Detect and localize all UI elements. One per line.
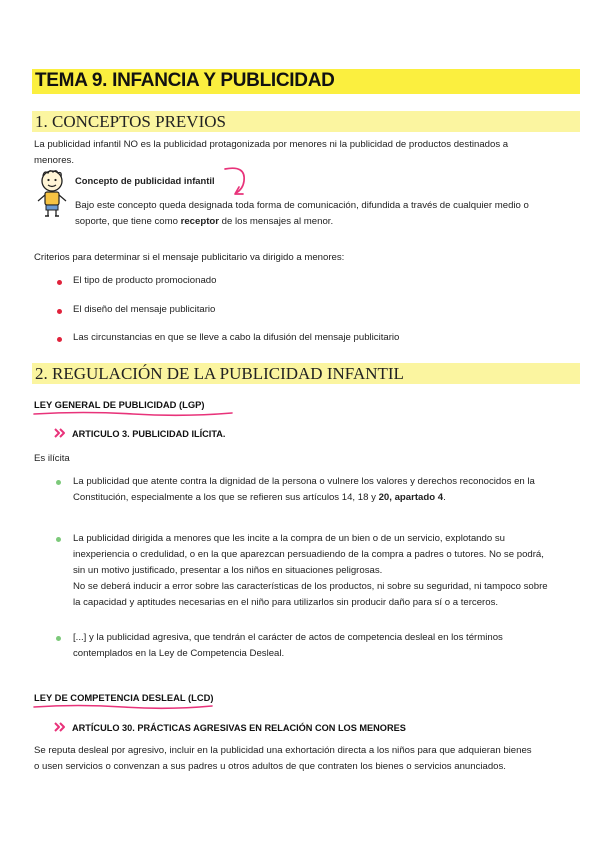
bullet-dot-icon: [57, 337, 62, 342]
page-title: TEMA 9. INFANCIA Y PUBLICIDAD: [35, 70, 335, 91]
intro-line-2: menores.: [34, 155, 74, 166]
intro-paragraph: [34, 137, 564, 169]
lgp-heading: LEY GENERAL DE PUBLICIDAD (LGP): [34, 399, 205, 410]
lcd-underline-squiggle: [33, 703, 213, 711]
section-1-highlight: [32, 111, 580, 132]
bullet-dot-icon: [57, 309, 62, 314]
lcd-article-title: ARTÍCULO 30. PRÁCTICAS AGRESIVAS EN RELACIÓN CON LOS MENORES: [72, 723, 406, 733]
bullet-dot-icon: [56, 480, 61, 485]
chevron-right-icon: [54, 722, 66, 732]
es-ilicita-label: Es ilícita: [34, 453, 70, 464]
lgp-underline-squiggle: [33, 410, 233, 418]
bullet-dot-icon: [56, 537, 61, 542]
concept-line-1: Bajo este concepto queda designada toda forma de comunicación, difundida a través de cualquier medio o: [75, 200, 529, 211]
intro-line-1: La publicidad infantil NO es la publicidad protagonizada por menores ni la publicidad de productos destinados a: [34, 139, 509, 150]
chevron-right-icon: [54, 428, 66, 438]
curved-arrow-icon: [222, 165, 252, 199]
concept-title: Concepto de publicidad infantil: [75, 175, 215, 186]
bullet-dot-icon: [56, 636, 61, 641]
receptor-bold: receptor: [180, 216, 219, 227]
section-2-heading: 2. REGULACIÓN DE LA PUBLICIDAD INFANTIL: [35, 364, 404, 383]
lgp-item-2: La publicidad dirigida a menores que les incite a la compra de un bien o de un servicio, explotando su inexperiencia o credulidad, o en la que aparezcan persuadiendo de la compra a padres o tutores. No se podrá, sin un motivo justificado, presentar a los niños en situaciones peligrosas. No se deberá inducir a error sobre las características de los productos, ni sobre su seguridad, ni tampoco sobre la capacidad y aptitudes necesarias en el niño para utilizarlos sin producir daño para sí o a terceros.: [73, 533, 548, 608]
lgp-item-3: [...] y la publicidad agresiva, que tendrán el carácter de actos de competencia desleal en los términos contemplados en la Ley de Competencia Desleal.: [73, 632, 503, 659]
criteria-intro: Criterios para determinar si el mensaje publicitario va dirigido a menores:: [34, 252, 345, 263]
child-doodle-icon: [34, 168, 70, 218]
concept-line-2: soporte, que tiene como receptor de los mensajes al menor.: [75, 216, 334, 227]
lcd-paragraph: Se reputa desleal por agresivo, incluir en la publicidad una exhortación directa a los niños para que adquieran bienes o usen servicios o convenzan a sus padres u otros adultos de que contraten los bienes o servicios anunciados.: [34, 745, 532, 772]
lcd-heading: LEY DE COMPETENCIA DESLEAL (LCD): [34, 692, 214, 703]
lgp-item-1: La publicidad que atente contra la dignidad de la persona o vulnere los valores y derechos reconocidos en la Constitución, especialmente a los que se refieren sus artículos 14, 18 y 20, apartado 4.: [73, 476, 535, 503]
concept-paragraph: [75, 198, 564, 230]
lgp-article-title: ARTICULO 3. PUBLICIDAD ILÍCITA.: [72, 429, 226, 439]
bullet-dot-icon: [57, 280, 62, 285]
section-1-heading: 1. CONCEPTOS PREVIOS: [35, 112, 226, 131]
section-2-highlight: [32, 363, 580, 384]
document-page: TEMA 9. INFANCIA Y PUBLICIDAD 1. CONCEPTOS PREVIOS La publicidad infantil NO es la publicidad protagonizada por menores ni la publicidad de productos destinados a menores. Concepto de publicidad infantil Bajo este concepto queda designada toda forma de comunicación, difundida a través de cualquier medio o soporte, que tiene como receptor de los mensajes al menor. Criterios para determinar si el mensaje publicitario va dirigido a menores: El tipo de producto promocionado El diseño del mensaje publicitario Las circunstancias en que se lleve a cabo la difusión del mensaje publicitario 2. REGULACIÓN DE LA PUBLICIDAD INFANTIL LEY GENERAL DE PUBLICIDAD (LGP) ARTICULO 3. PUBLICIDAD ILÍCITA. Es ilícita La publicidad que atente contra la dignidad de la persona o vulnere los valores y derechos reconocidos en la Constitución, especialmente a los que se refieren sus artículos 14, 18 y 20, apartado 4. La publicidad dirigida a menores que les incite a la compra de un bien o de un servicio, explotando su inexperiencia o credulidad, o en la que aparezcan persuadiendo de la compra a padres o tutores. No se podrá, sin un motivo justificado, presentar a los niños en situaciones peligrosas. No se deberá inducir a error sobre las características de los productos, ni sobre su seguridad, ni tampoco sobre la capacidad y aptitudes necesarias en el niño para utilizarlos sin producir daño para sí o a terceros. [...] y la publicidad agresiva, que tendrán el carácter de actos de competencia desleal en los términos contemplados en la Ley de Competencia Desleal. LEY DE COMPETENCIA DESLEAL (LCD) ARTÍCULO 30. PRÁCTICAS AGRESIVAS EN RELACIÓN CON LOS MENORES Se reputa desleal por agresivo, incluir en la publicidad una exhortación directa a los niños para que adquieran bienes o usen servicios o convenzan a sus padres u otros adultos de que contraten los bienes o servicios anunciados.: [0, 0, 600, 848]
title-highlight: [32, 69, 580, 94]
